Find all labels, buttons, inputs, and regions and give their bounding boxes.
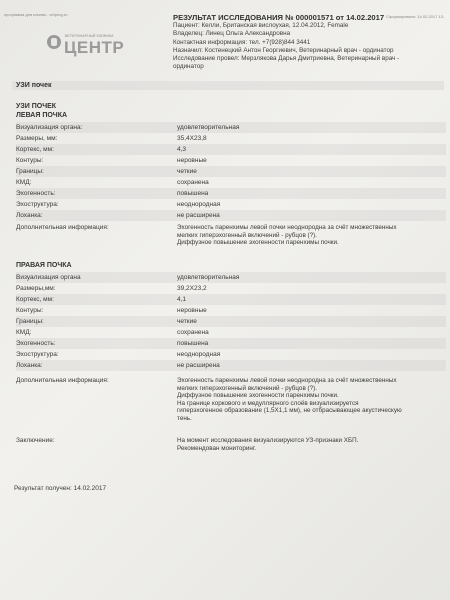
table-row [16,166,446,177]
row-value: четкие [177,318,197,325]
table-row [16,316,446,327]
logo-title: ЦЕНТР [64,38,125,57]
table-row [16,122,446,133]
right-extra-info [177,377,447,423]
logo-subtitle: ВЕТЕРИНАРНЫЙ КЛИНИКА [65,34,114,38]
result-title: РЕЗУЛЬТАТ ИССЛЕДОВАНИЯ № 000001571 от 14.02.2017 [173,13,385,22]
row-label: Кортекс, мм: [16,146,54,153]
generated-note: Сформировано: 14.02.2017 13: [386,14,444,19]
owner-line: Владелец: Линец Ольга Александровна [173,30,291,38]
row-value: четкие [177,168,197,175]
row-value: 4,3 [177,146,187,153]
extra-line: тень. [177,414,192,422]
row-label: Эхогенность: [16,340,56,347]
row-value: неровные [177,307,207,314]
conclusion-label: Заключение: [16,437,55,444]
conclusion-text [177,437,447,452]
clinic-logo [47,28,127,58]
performed-line: Исследование провел: Мерзлякова Дарья Дмитриевна, Ветеринарный врач - [173,55,400,63]
study-type: УЗИ почек [16,82,52,89]
study-type-band [12,81,444,90]
left-extra-label: Дополнительная информация: [16,224,109,231]
row-label: Лоханка: [16,212,43,219]
assigned-line: Назначил: Костенецкий Антон Георгиевич, Ветеринарный врач - ординатор [173,46,394,54]
extra-line: Диффузное повышение эхогенности паренхимы почки. [177,239,339,247]
row-label: Визуализация органа: [16,124,83,131]
row-label: Кортекс, мм: [16,296,54,303]
result-header [173,14,443,71]
contact-line: Контактная информация: тел. +7(928)844 3441 [173,38,311,46]
row-value: сохранена [177,329,209,336]
row-label: Визуализация органа [16,274,81,281]
table-row [16,199,446,210]
row-value: сохранена [177,179,209,186]
extra-line: На границе коркового и медуллярного слоёв визуализируется [177,399,359,407]
table-row [16,294,446,305]
vetprog-note: программа для клиник - vetprog.ru [4,12,68,17]
row-value: 4,1 [177,296,187,303]
table-row [16,305,446,316]
row-value: повышена [177,190,209,197]
left-kidney-title: ЛЕВАЯ ПОЧКА [16,112,68,119]
row-label: Эхоструктура: [16,351,59,358]
right-extra-label: Дополнительная информация: [16,377,109,384]
row-value: повышена [177,340,209,347]
row-value: удовлетворительная [177,124,240,131]
result-received: Результат получен: 14.02.2017 [14,485,107,492]
table-row [16,144,446,155]
row-label: КМД: [16,329,32,336]
extra-line: гиперэхогенное образование (1,5Х1,1 мм), не отбрасывающее акустическую [177,407,402,415]
row-label: Лоханка: [16,362,43,369]
row-value: неоднородная [177,201,221,208]
extra-line: Диффузное повышение эхогенности паренхимы почки. [177,392,339,400]
row-value: не расширена [177,212,220,219]
row-value: не расширена [177,362,220,369]
table-row [16,210,446,221]
table-row [16,188,446,199]
row-label: Размеры, мм: [16,135,58,142]
row-label: КМД: [16,179,32,186]
right-kidney-title: ПРАВАЯ ПОЧКА [16,262,72,269]
row-label: Контуры: [16,157,44,164]
section-title: УЗИ ПОЧЕК [16,103,57,110]
row-label: Контуры: [16,307,44,314]
conclusion-line: На момент исследования визуализируются УЗ-признаки ХБП. [177,437,359,444]
performed-line-cont: ординатор [173,63,204,71]
row-label: Размеры,мм: [16,285,56,292]
row-label: Эхогенность: [16,190,56,197]
table-row [16,155,446,166]
row-label: Границы: [16,168,44,175]
row-label: Эхоструктура: [16,201,59,208]
row-value: неровные [177,157,207,164]
table-row [16,133,446,144]
table-row [16,349,446,360]
left-extra-info [177,224,447,247]
conclusion-line: Рекомендован мониторинг. [177,444,257,452]
extra-line: мелких гиперэхогенный включений - рубцов (?). [177,384,317,392]
table-row [16,177,446,188]
extra-line: Эхогенность паренхимы левой почки неоднородна за счёт множественных [177,377,397,384]
row-value: удовлетворительная [177,274,240,281]
extra-line: мелких гиперэхогенный включений - рубцов (?). [177,231,317,239]
table-row [16,360,446,371]
row-value: неоднородная [177,351,221,358]
logo-emblem-icon [47,35,61,49]
table-row [16,272,446,283]
table-row [16,283,446,294]
row-value: 35,4Х23,8 [177,135,207,142]
row-value: 39,2Х23,2 [177,285,207,292]
patient-line: Пациент: Келли, Британская вислоухая, 12.04.2012, Female [173,22,349,30]
extra-line: Эхогенность паренхимы левой почки неоднородна за счёт множественных [177,224,397,231]
table-row [16,338,446,349]
table-row [16,327,446,338]
row-label: Границы: [16,318,44,325]
